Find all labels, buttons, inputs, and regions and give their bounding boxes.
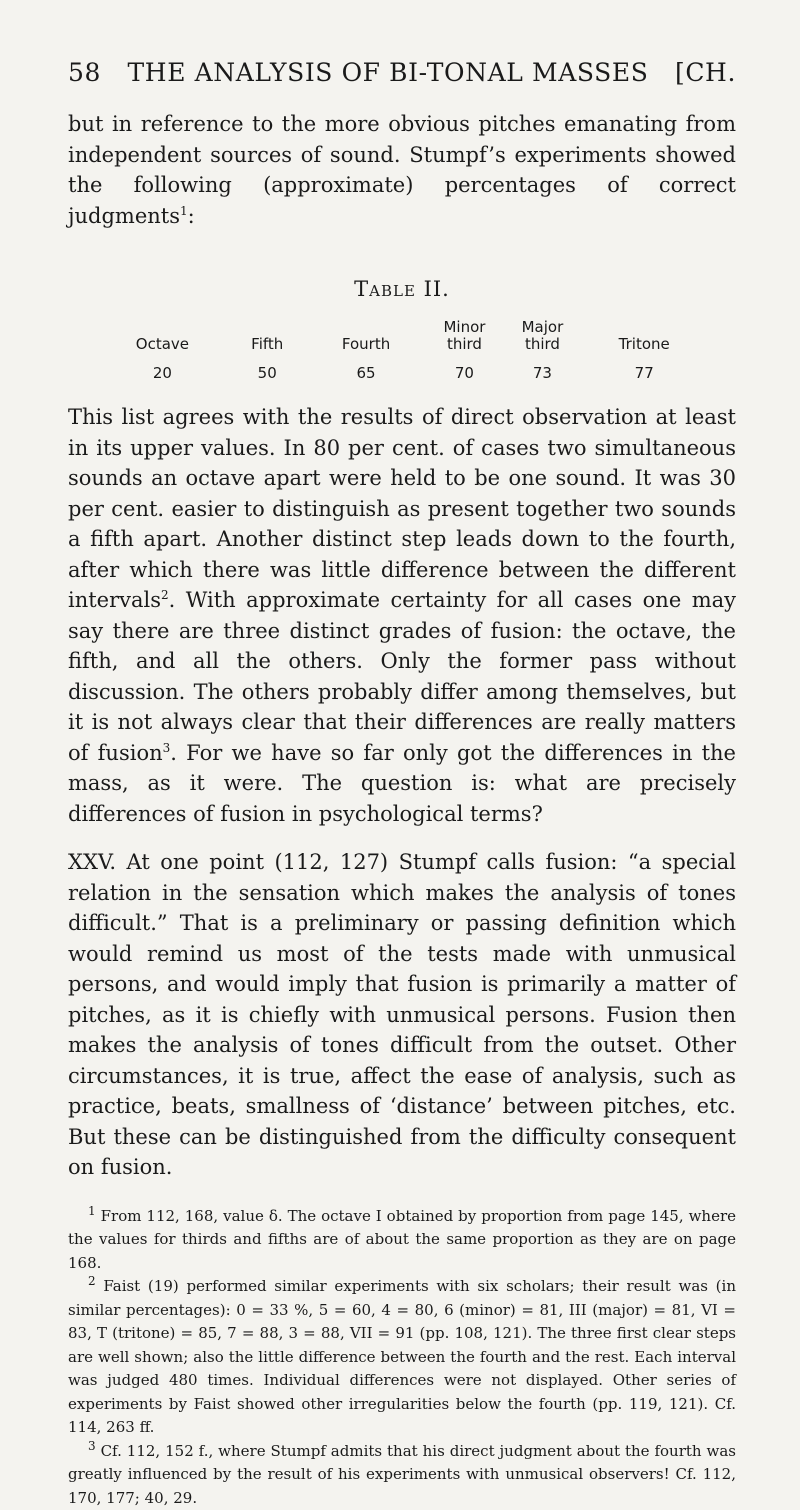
footnote-ref-1: 1 (180, 204, 188, 218)
body-paragraph-1 (68, 402, 736, 829)
value-fourth: 65 (307, 353, 426, 382)
chapter-mark: [CH. (675, 58, 736, 87)
header-fourth: Fourth (307, 319, 426, 353)
para1-part2: . With approximate certainty for all cases one may say there are three distinct grades of fusion: the octave, the fifth, and all the others. Only the former pass without discussion. The others probably differ among themselves, but it is not always clear that their differences are really matters of fusion (68, 588, 736, 765)
footnote-text: Faist (19) performed similar experiments with six scholars; their result was (in similar percentages): 0 = 33 %, 5 = 60, 4 = 80, 6 (minor) = 81, III (major) = 81, VI = 83, T (tritone) = 85, 7 = 88, 3 = 88, VII = 91 (pp. 108, 121). The three first clear steps are well shown; also the little difference between the fourth and the rest. Each interval was judged 480 times. Individual differences were not displayed. Other series of experiments by Faist showed other irregularities below the fourth (pp. 119, 121). Cf. 114, 263 ff. (68, 1277, 736, 1436)
header-minor-third: Minor third (425, 319, 503, 353)
interval-table (97, 319, 707, 382)
running-head (68, 58, 736, 87)
para1-part3: . For we have so far only got the differences in the mass, as it were. The question is: what are precisely differences of fusion in psychological terms? (68, 741, 736, 826)
intro-tail: : (188, 204, 195, 228)
footnote-mark: 1 (88, 1204, 96, 1218)
footnote-2 (68, 1275, 736, 1440)
footnote-3 (68, 1440, 736, 1510)
header-major-third: Major third (503, 319, 581, 353)
running-title: THE ANALYSIS OF BI-TONAL MASSES (101, 58, 675, 87)
intro-text: but in reference to the more obvious pitches emanating from independent sources of sound. Stumpf’s experiments showed the following (approximate) percentages of correct judgments (68, 112, 736, 228)
page-number: 58 (68, 58, 101, 87)
footnote-ref-3: 3 (163, 741, 171, 755)
header-tritone: Tritone (581, 319, 707, 353)
footnote-text: From 112, 168, value δ. The octave I obtained by proportion from page 145, where the values for thirds and fifths are of about the same proportion as they are on page 168. (68, 1207, 736, 1272)
body-paragraph-2: XXV. At one point (112, 127) Stumpf calls fusion: “a special relation in the sensation which makes the analysis of tones difficult.” That is a preliminary or passing definition which would remind us most of the tests made with unmusical persons, and would imply that fusion is primarily a matter of pitches, as it is chiefly with unmusical persons. Fusion then makes the analysis of tones difficult from the outset. Other circumstances, it is true, affect the ease of analysis, such as practice, beats, smallness of ‘distance’ between pitches, etc. But these can be distinguished from the difficulty consequent on fusion. (68, 847, 736, 1183)
value-tritone: 77 (581, 353, 707, 382)
footnote-1 (68, 1205, 736, 1276)
footnote-text: Cf. 112, 152 f., where Stumpf admits that his direct judgment about the fourth was greatly influenced by the result of his experiments with unmusical observers! Cf. 112, 170, 177; 40, 29. (68, 1442, 736, 1507)
value-octave: 20 (97, 353, 228, 382)
header-octave: Octave (97, 319, 228, 353)
footnote-mark: 2 (88, 1274, 96, 1288)
footnote-ref-2: 2 (161, 588, 169, 602)
para1-part1: This list agrees with the results of direct observation at least in its upper values. In 80 per cent. of cases two simultaneous sounds an octave apart were held to be one sound. It was 30 per cent. easier to distinguish as present together two sounds a fifth apart. Another distinct step leads down to the fourth, after which there was little difference between the different intervals (68, 405, 736, 612)
footnote-mark: 3 (88, 1439, 96, 1453)
value-fifth: 50 (228, 353, 307, 382)
table-header-row (97, 319, 707, 353)
intro-paragraph (68, 109, 736, 231)
table-row (97, 353, 707, 382)
header-fifth: Fifth (228, 319, 307, 353)
value-minor-third: 70 (425, 353, 503, 382)
table-title: Table II. (68, 277, 736, 301)
footnotes (68, 1205, 736, 1510)
value-major-third: 73 (503, 353, 581, 382)
